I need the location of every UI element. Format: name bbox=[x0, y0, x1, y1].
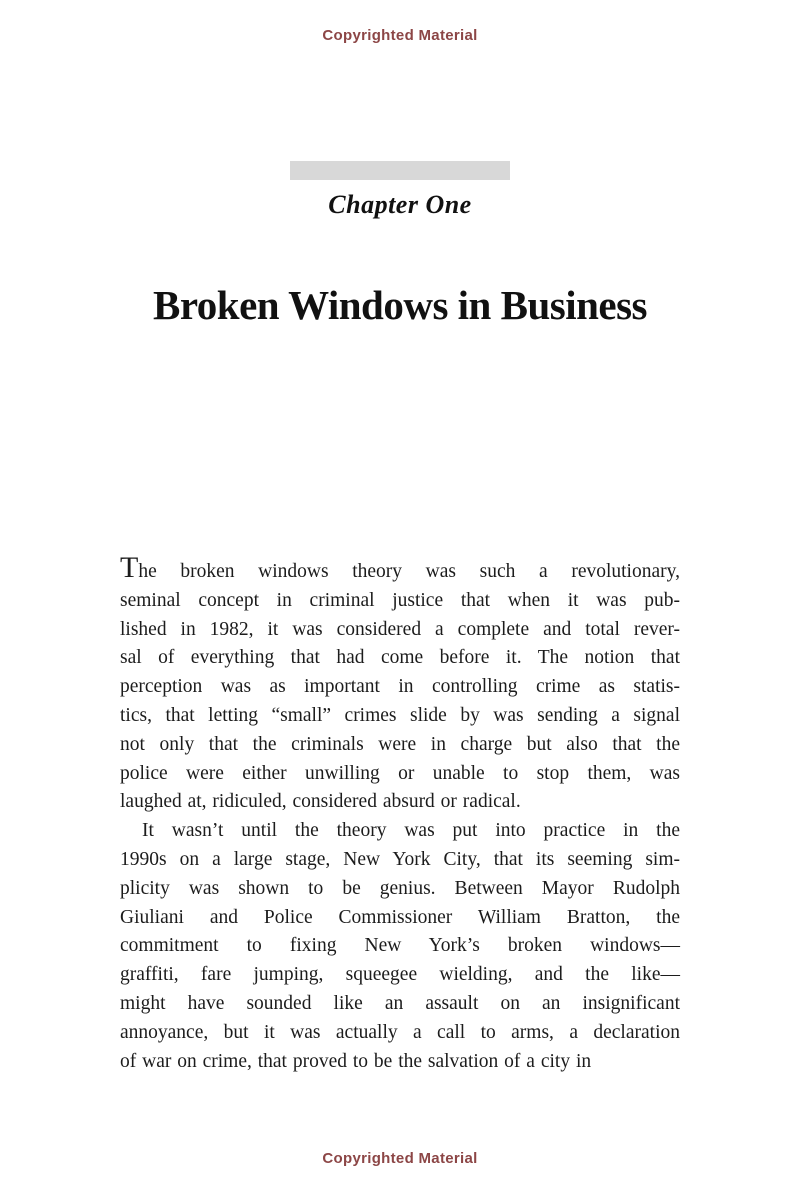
text-line: might have sounded like an assault on an insignificant bbox=[120, 992, 680, 1014]
text-line: 1990s on a large stage, New York City, that its seeming sim- bbox=[120, 848, 680, 870]
text-line: not only that the criminals were in charge but also that the bbox=[120, 733, 680, 755]
text-line: perception was as important in controlling crime as statis- bbox=[120, 676, 680, 698]
text-line: police were either unwilling or unable to stop them, was bbox=[120, 762, 680, 784]
text-line: commitment to fixing New York’s broken windows— bbox=[120, 935, 680, 957]
text-line: annoyance, but it was actually a call to arms, a declaration bbox=[120, 1021, 680, 1043]
chapter-title: Broken Windows in Business bbox=[152, 282, 648, 328]
text-line: laughed at, ridiculed, considered absurd or radical. bbox=[120, 791, 521, 813]
text-line: graffiti, fare jumping, squeegee wielding, and the like— bbox=[120, 964, 680, 986]
text-line: The broken windows theory was such a revolutionary, bbox=[120, 551, 680, 584]
text-line: of war on crime, that proved to be the salvation of a city in bbox=[120, 1050, 592, 1072]
copyright-notice-top: Copyrighted Material bbox=[322, 27, 478, 44]
chapter-label: Chapter One bbox=[328, 190, 472, 219]
copyright-notice-bottom: Copyrighted Material bbox=[322, 1150, 478, 1167]
text-line: It wasn’t until the theory was put into practice in the bbox=[142, 820, 680, 842]
text-line: plicity was shown to be genius. Between Mayor Rudolph bbox=[120, 877, 680, 899]
body-text bbox=[120, 551, 680, 1076]
text-line: lished in 1982, it was considered a complete and total rever- bbox=[120, 618, 680, 640]
text-line: Giuliani and Police Commissioner William Bratton, the bbox=[120, 906, 680, 928]
text-line: tics, that letting “small” crimes slide by was sending a signal bbox=[120, 704, 680, 726]
chapter-header-bar bbox=[290, 161, 510, 180]
paragraph-2 bbox=[120, 817, 680, 1076]
raised-initial-cap: T bbox=[120, 551, 139, 584]
text-line: sal of everything that had come before it. The notion that bbox=[120, 647, 680, 669]
text-line: seminal concept in criminal justice that when it was pub- bbox=[120, 589, 680, 611]
paragraph-1 bbox=[120, 551, 680, 817]
